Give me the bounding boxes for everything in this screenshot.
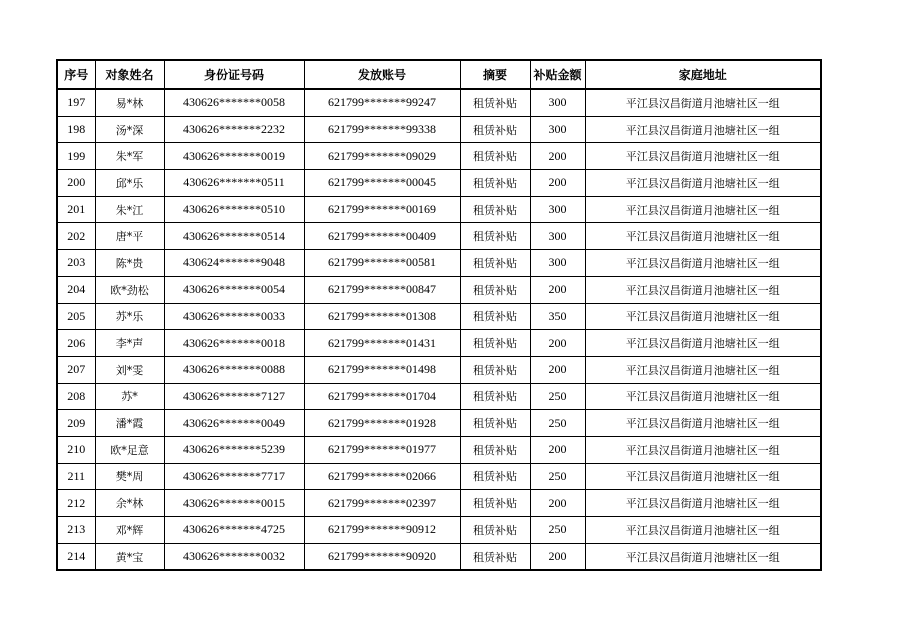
cell-id-number: 430626*******0032 <box>164 543 304 570</box>
table-row <box>57 436 821 463</box>
header-id-number: 身份证号码 <box>164 60 304 89</box>
cell-index: 206 <box>57 330 95 357</box>
cell-amount: 250 <box>530 517 585 544</box>
cell-name: 邓*辉 <box>95 517 164 544</box>
cell-id-number: 430626*******0088 <box>164 356 304 383</box>
table-row <box>57 196 821 223</box>
cell-address: 平江县汉昌街道月池塘社区一组 <box>585 490 821 517</box>
cell-address: 平江县汉昌街道月池塘社区一组 <box>585 356 821 383</box>
table-row <box>57 143 821 170</box>
cell-account-number: 621799*******90920 <box>304 543 460 570</box>
cell-name: 苏* <box>95 383 164 410</box>
cell-summary: 租赁补贴 <box>460 303 530 330</box>
header-summary: 摘要 <box>460 60 530 89</box>
cell-summary: 租赁补贴 <box>460 170 530 197</box>
cell-index: 201 <box>57 196 95 223</box>
cell-name: 刘*雯 <box>95 356 164 383</box>
cell-summary: 租赁补贴 <box>460 436 530 463</box>
cell-amount: 300 <box>530 116 585 143</box>
cell-index: 207 <box>57 356 95 383</box>
cell-index: 212 <box>57 490 95 517</box>
cell-name: 黄*宝 <box>95 543 164 570</box>
cell-account-number: 621799*******00581 <box>304 250 460 277</box>
cell-address: 平江县汉昌街道月池塘社区一组 <box>585 196 821 223</box>
cell-account-number: 621799*******99338 <box>304 116 460 143</box>
cell-index: 205 <box>57 303 95 330</box>
table-row <box>57 463 821 490</box>
cell-account-number: 621799*******00169 <box>304 196 460 223</box>
cell-name: 汤*深 <box>95 116 164 143</box>
cell-address: 平江县汉昌街道月池塘社区一组 <box>585 517 821 544</box>
cell-address: 平江县汉昌街道月池塘社区一组 <box>585 276 821 303</box>
table-row <box>57 223 821 250</box>
cell-id-number: 430626*******5239 <box>164 436 304 463</box>
header-row <box>57 60 821 89</box>
cell-summary: 租赁补贴 <box>460 223 530 250</box>
cell-address: 平江县汉昌街道月池塘社区一组 <box>585 303 821 330</box>
cell-summary: 租赁补贴 <box>460 543 530 570</box>
cell-index: 199 <box>57 143 95 170</box>
cell-name: 余*林 <box>95 490 164 517</box>
cell-account-number: 621799*******00847 <box>304 276 460 303</box>
table-row <box>57 250 821 277</box>
cell-amount: 200 <box>530 170 585 197</box>
table-row <box>57 330 821 357</box>
cell-name: 欧*劲松 <box>95 276 164 303</box>
cell-index: 202 <box>57 223 95 250</box>
cell-index: 204 <box>57 276 95 303</box>
cell-name: 朱*军 <box>95 143 164 170</box>
cell-amount: 300 <box>530 196 585 223</box>
table-row <box>57 89 821 116</box>
header-name: 对象姓名 <box>95 60 164 89</box>
header-amount: 补贴金额 <box>530 60 585 89</box>
cell-id-number: 430626*******0033 <box>164 303 304 330</box>
cell-amount: 200 <box>530 276 585 303</box>
cell-id-number: 430624*******9048 <box>164 250 304 277</box>
cell-amount: 200 <box>530 356 585 383</box>
cell-amount: 200 <box>530 543 585 570</box>
table-row <box>57 116 821 143</box>
cell-index: 208 <box>57 383 95 410</box>
cell-id-number: 430626*******0019 <box>164 143 304 170</box>
cell-summary: 租赁补贴 <box>460 89 530 116</box>
cell-id-number: 430626*******0054 <box>164 276 304 303</box>
cell-account-number: 621799*******90912 <box>304 517 460 544</box>
table-row <box>57 410 821 437</box>
table-body <box>57 89 821 570</box>
header-address: 家庭地址 <box>585 60 821 89</box>
cell-id-number: 430626*******2232 <box>164 116 304 143</box>
cell-amount: 300 <box>530 89 585 116</box>
cell-address: 平江县汉昌街道月池塘社区一组 <box>585 463 821 490</box>
cell-amount: 350 <box>530 303 585 330</box>
cell-summary: 租赁补贴 <box>460 410 530 437</box>
cell-summary: 租赁补贴 <box>460 276 530 303</box>
table-row <box>57 303 821 330</box>
cell-account-number: 621799*******99247 <box>304 89 460 116</box>
cell-summary: 租赁补贴 <box>460 463 530 490</box>
cell-index: 210 <box>57 436 95 463</box>
cell-account-number: 621799*******09029 <box>304 143 460 170</box>
cell-summary: 租赁补贴 <box>460 517 530 544</box>
cell-name: 唐*平 <box>95 223 164 250</box>
cell-amount: 300 <box>530 223 585 250</box>
cell-summary: 租赁补贴 <box>460 143 530 170</box>
table-row <box>57 170 821 197</box>
cell-account-number: 621799*******02397 <box>304 490 460 517</box>
cell-summary: 租赁补贴 <box>460 116 530 143</box>
cell-address: 平江县汉昌街道月池塘社区一组 <box>585 250 821 277</box>
cell-account-number: 621799*******01928 <box>304 410 460 437</box>
cell-account-number: 621799*******01498 <box>304 356 460 383</box>
cell-account-number: 621799*******00409 <box>304 223 460 250</box>
cell-summary: 租赁补贴 <box>460 356 530 383</box>
cell-account-number: 621799*******01704 <box>304 383 460 410</box>
cell-address: 平江县汉昌街道月池塘社区一组 <box>585 543 821 570</box>
cell-index: 197 <box>57 89 95 116</box>
cell-summary: 租赁补贴 <box>460 250 530 277</box>
cell-index: 200 <box>57 170 95 197</box>
table-row <box>57 490 821 517</box>
cell-name: 陈*贵 <box>95 250 164 277</box>
table-row <box>57 543 821 570</box>
cell-name: 苏*乐 <box>95 303 164 330</box>
cell-summary: 租赁补贴 <box>460 383 530 410</box>
cell-name: 樊*周 <box>95 463 164 490</box>
cell-account-number: 621799*******00045 <box>304 170 460 197</box>
cell-amount: 200 <box>530 330 585 357</box>
cell-account-number: 621799*******02066 <box>304 463 460 490</box>
cell-address: 平江县汉昌街道月池塘社区一组 <box>585 116 821 143</box>
cell-account-number: 621799*******01431 <box>304 330 460 357</box>
cell-id-number: 430626*******0510 <box>164 196 304 223</box>
cell-address: 平江县汉昌街道月池塘社区一组 <box>585 383 821 410</box>
cell-address: 平江县汉昌街道月池塘社区一组 <box>585 170 821 197</box>
cell-summary: 租赁补贴 <box>460 330 530 357</box>
cell-index: 214 <box>57 543 95 570</box>
subsidy-table <box>56 59 822 571</box>
header-account-number: 发放账号 <box>304 60 460 89</box>
cell-amount: 250 <box>530 463 585 490</box>
cell-id-number: 430626*******0058 <box>164 89 304 116</box>
cell-amount: 300 <box>530 250 585 277</box>
cell-address: 平江县汉昌街道月池塘社区一组 <box>585 410 821 437</box>
table-row <box>57 383 821 410</box>
cell-amount: 250 <box>530 410 585 437</box>
cell-id-number: 430626*******0514 <box>164 223 304 250</box>
cell-id-number: 430626*******0018 <box>164 330 304 357</box>
cell-name: 朱*江 <box>95 196 164 223</box>
cell-summary: 租赁补贴 <box>460 490 530 517</box>
cell-index: 211 <box>57 463 95 490</box>
header-index: 序号 <box>57 60 95 89</box>
cell-index: 209 <box>57 410 95 437</box>
cell-address: 平江县汉昌街道月池塘社区一组 <box>585 223 821 250</box>
cell-name: 潘*霞 <box>95 410 164 437</box>
table-row <box>57 356 821 383</box>
cell-id-number: 430626*******7127 <box>164 383 304 410</box>
cell-amount: 200 <box>530 436 585 463</box>
cell-name: 易*林 <box>95 89 164 116</box>
cell-index: 203 <box>57 250 95 277</box>
cell-name: 李*声 <box>95 330 164 357</box>
cell-address: 平江县汉昌街道月池塘社区一组 <box>585 436 821 463</box>
cell-amount: 250 <box>530 383 585 410</box>
cell-summary: 租赁补贴 <box>460 196 530 223</box>
cell-address: 平江县汉昌街道月池塘社区一组 <box>585 143 821 170</box>
cell-id-number: 430626*******7717 <box>164 463 304 490</box>
cell-amount: 200 <box>530 490 585 517</box>
cell-id-number: 430626*******0015 <box>164 490 304 517</box>
cell-amount: 200 <box>530 143 585 170</box>
cell-index: 198 <box>57 116 95 143</box>
table-row <box>57 276 821 303</box>
cell-address: 平江县汉昌街道月池塘社区一组 <box>585 89 821 116</box>
cell-id-number: 430626*******0511 <box>164 170 304 197</box>
cell-id-number: 430626*******0049 <box>164 410 304 437</box>
table-row <box>57 517 821 544</box>
cell-name: 邱*乐 <box>95 170 164 197</box>
cell-name: 欧*足意 <box>95 436 164 463</box>
cell-id-number: 430626*******4725 <box>164 517 304 544</box>
cell-account-number: 621799*******01977 <box>304 436 460 463</box>
cell-address: 平江县汉昌街道月池塘社区一组 <box>585 330 821 357</box>
cell-account-number: 621799*******01308 <box>304 303 460 330</box>
cell-index: 213 <box>57 517 95 544</box>
